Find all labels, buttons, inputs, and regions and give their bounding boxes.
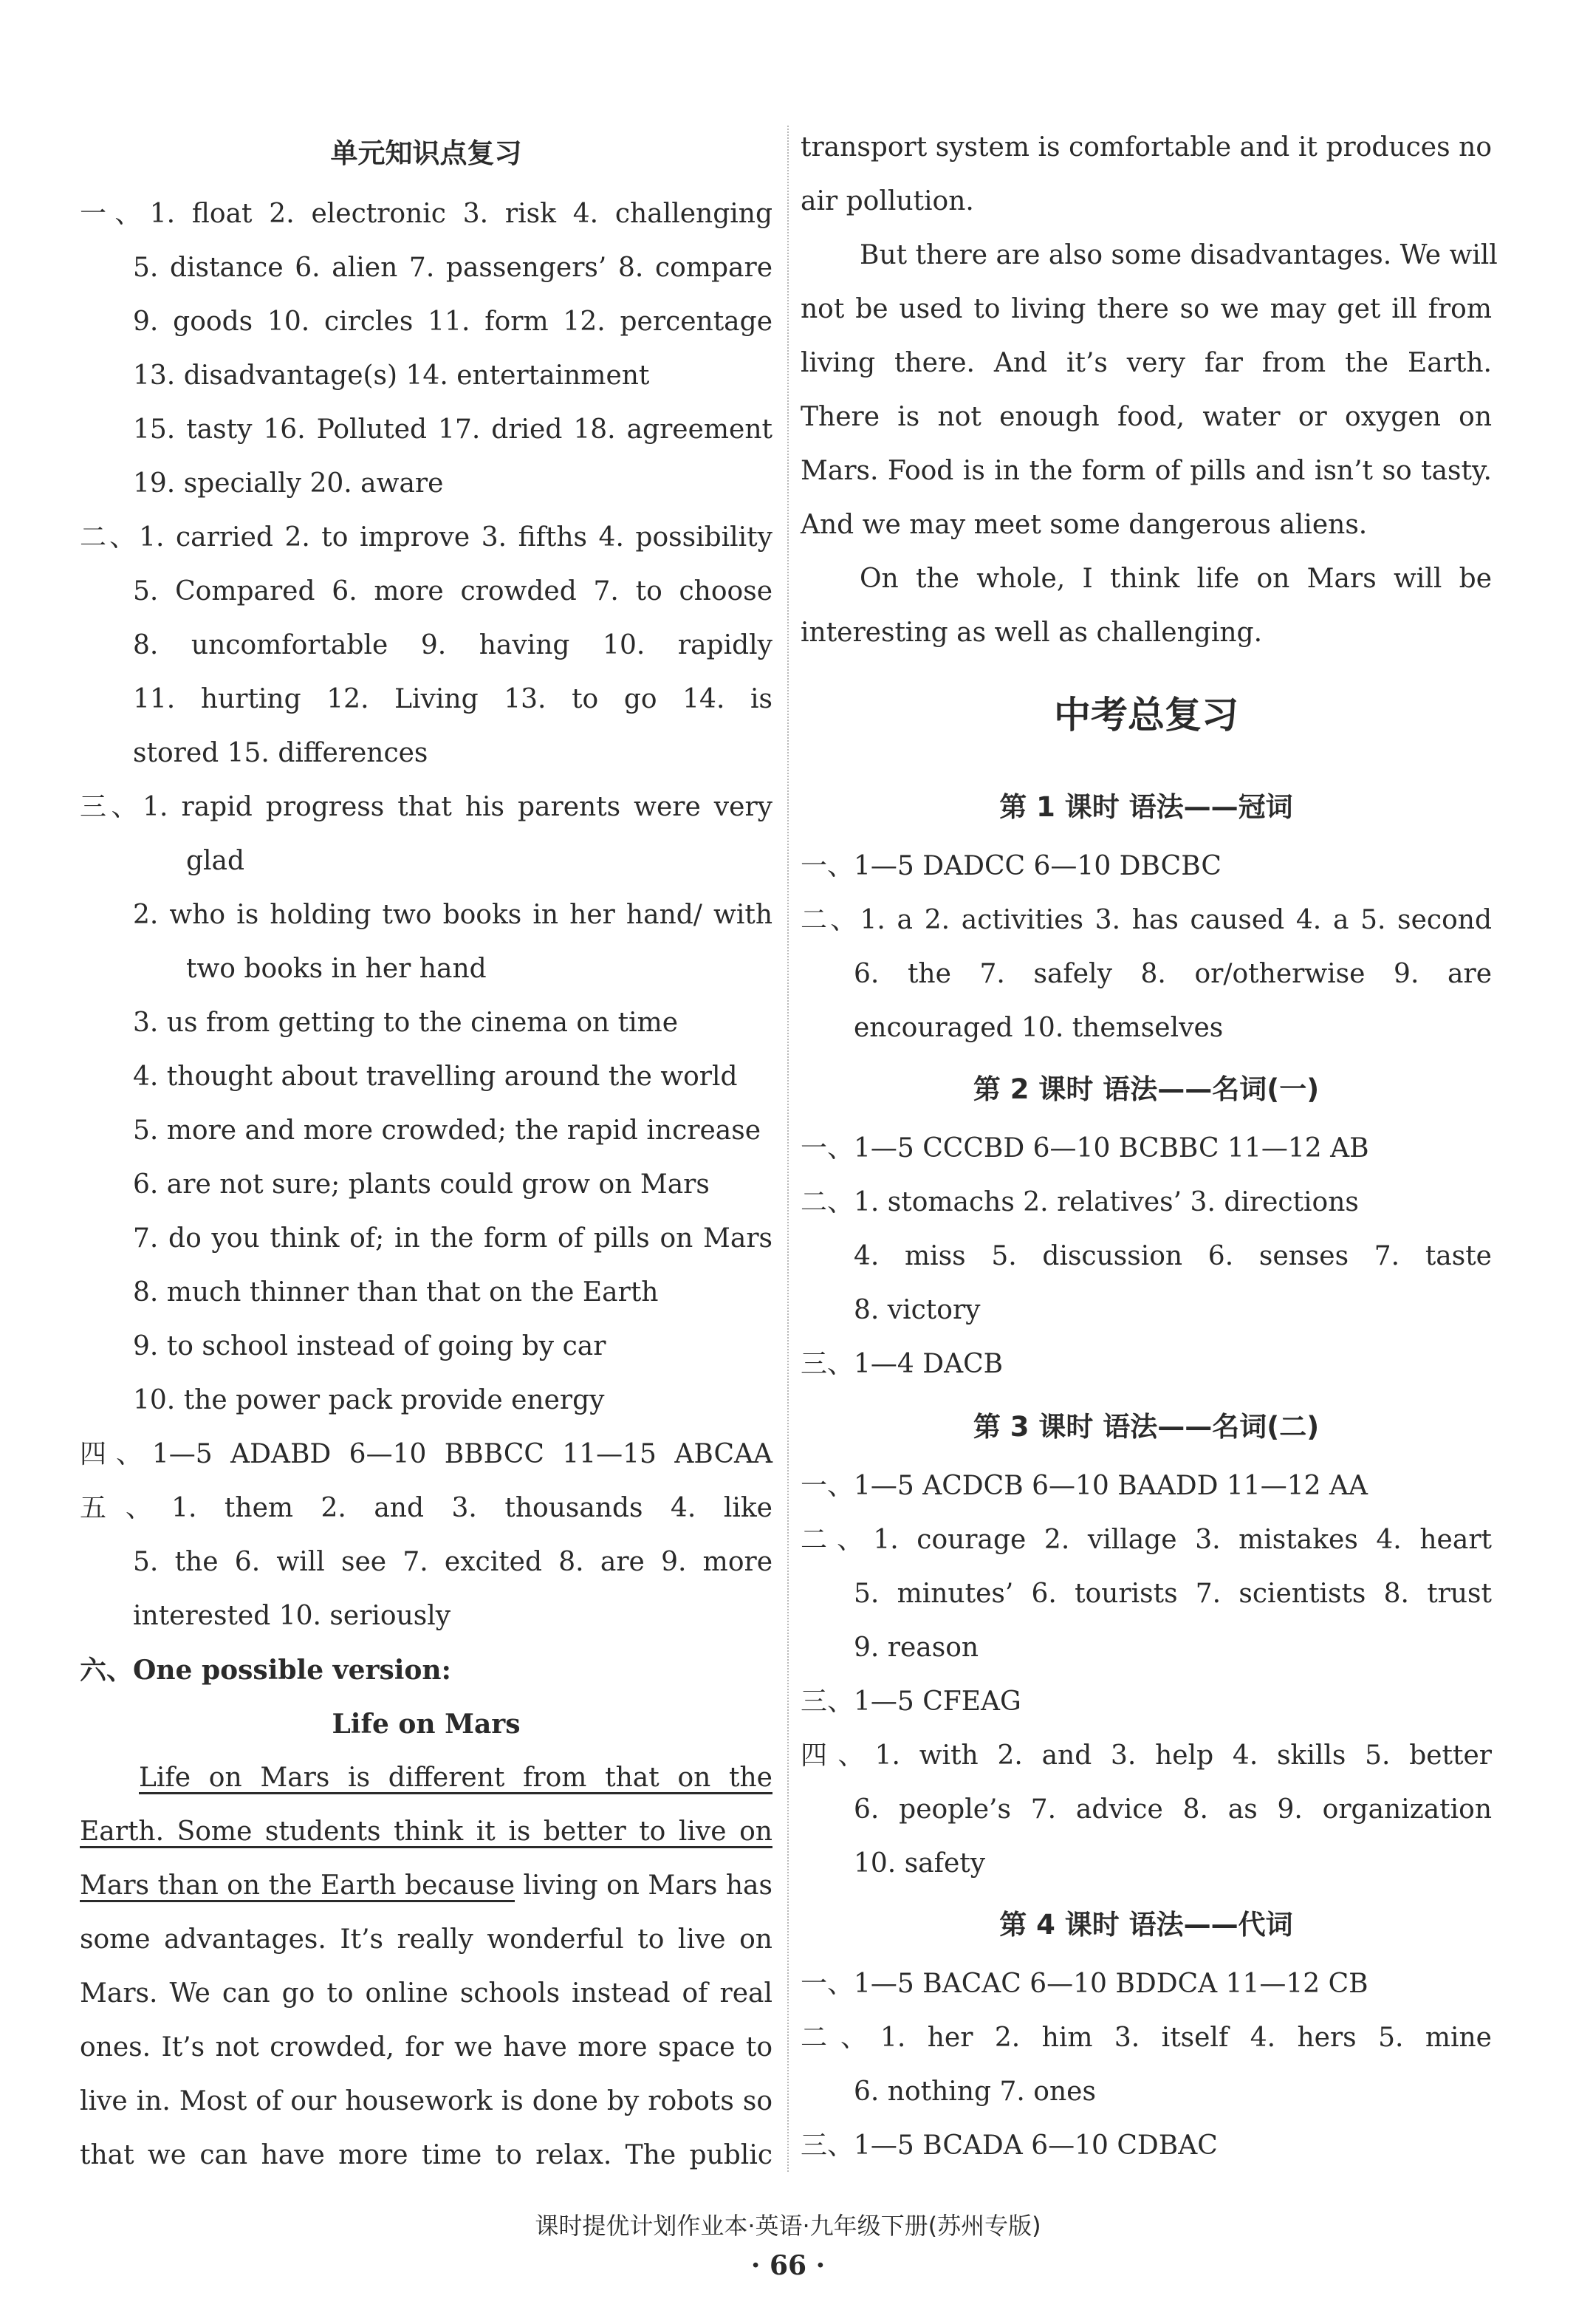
lesson-4-title: 第 4 课时 语法——代词	[999, 1909, 1293, 1941]
essay-line: Mars. We can go to online schools instead of real	[80, 1978, 772, 2009]
answer-line: 7. do you think of; in the form of pills on Mars	[133, 1223, 772, 1254]
answer-line: 三、1—5 BCADA 6—10 CDBAC	[801, 2130, 1218, 2161]
answer-line: 四、1—5 ADABD 6—10 BBBCC 11—15 ABCAA	[80, 1439, 772, 1469]
essay-line: But there are also some disadvantages. We will	[860, 240, 1498, 270]
lesson-3-title: 第 3 课时 语法——名词(二)	[973, 1411, 1320, 1443]
answer-line: 19. specially 20. aware	[133, 468, 444, 499]
essay-line: On the whole, I think life on Mars will be	[860, 564, 1492, 594]
answer-line: 四、1. with 2. and 3. help 4. skills 5. better	[801, 1740, 1492, 1771]
section-six-label: 六、One possible version:	[80, 1655, 451, 1686]
exam-review-title: 中考总复习	[1054, 694, 1238, 736]
answer-line: 6. the 7. safely 8. or/otherwise 9. are	[854, 959, 1492, 989]
answer-line: 3. us from getting to the cinema on time	[133, 1008, 679, 1038]
column-divider	[787, 126, 789, 2172]
page-number: · 66 ·	[750, 2250, 826, 2281]
answer-line: 9. to school instead of going by car	[133, 1331, 606, 1361]
answer-line: 二、1. stomachs 2. relatives’ 3. directions	[801, 1187, 1359, 1217]
answer-line: 三、1—4 DACB	[801, 1349, 1004, 1379]
essay-line: that we can have more time to relax. The public	[80, 2140, 772, 2170]
answer-line: 二、1. her 2. him 3. itself 4. hers 5. mine	[801, 2023, 1492, 2053]
essay-title: Life on Mars	[332, 1709, 521, 1740]
answer-line: 一、1—5 CCCBD 6—10 BCBBC 11—12 AB	[801, 1133, 1369, 1163]
essay-line: Mars. Food is in the form of pills and isn’t so tasty.	[801, 456, 1492, 486]
answer-line: 5. the 6. will see 7. excited 8. are 9. more	[133, 1547, 772, 1577]
lesson-2-title: 第 2 课时 语法——名词(一)	[973, 1073, 1320, 1105]
answer-line: 5. minutes’ 6. tourists 7. scientists 8. trust	[854, 1579, 1492, 1609]
underlined-text: Earth. Some students think it is better to live on	[80, 1817, 772, 1847]
answer-line: 二、1. carried 2. to improve 3. fifths 4. possibility	[80, 522, 772, 553]
essay-line	[80, 1751, 772, 1805]
essay-line: living there. And it’s very far from the Earth.	[801, 348, 1492, 378]
answer-line: encouraged 10. themselves	[854, 1013, 1224, 1043]
answer-line: 8. victory	[854, 1295, 981, 1325]
answer-line: 10. safety	[854, 1848, 986, 1879]
answer-line: 一、1—5 ACDCB 6—10 BAADD 11—12 AA	[801, 1471, 1368, 1501]
answer-line: 2. who is holding two books in her hand/ with	[133, 900, 772, 930]
answer-line: 一、1—5 DADCC 6—10 DBCBC	[801, 851, 1222, 881]
essay-line: transport system is comfortable and it produces no	[801, 132, 1492, 163]
underlined-text: Life on Mars is different from that on the	[139, 1763, 772, 1793]
answer-line: 4. thought about travelling around the world	[133, 1062, 738, 1092]
answer-line: 一、1—5 BACAC 6—10 BDDCA 11—12 CB	[801, 1969, 1368, 1999]
answer-line: 6. nothing 7. ones	[854, 2077, 1096, 2107]
essay-line: live in. Most of our housework is done by robots so	[80, 2086, 772, 2116]
answer-line: 二、1. courage 2. village 3. mistakes 4. heart	[801, 1525, 1492, 1555]
essay-line	[80, 1859, 772, 1913]
answer-line: 9. reason	[854, 1633, 979, 1663]
answer-line: 9. goods 10. circles 11. form 12. percentage	[133, 307, 772, 337]
essay-line	[80, 1805, 772, 1859]
answer-line: 10. the power pack provide energy	[133, 1385, 605, 1415]
answer-line: 8. uncomfortable 9. having 10. rapidly	[133, 630, 772, 660]
answer-line: 4. miss 5. discussion 6. senses 7. taste	[854, 1241, 1492, 1271]
answer-line: 五、1. them 2. and 3. thousands 4. like	[80, 1493, 772, 1523]
unit-review-title: 单元知识点复习	[330, 137, 522, 169]
lesson-1-title: 第 1 课时 语法——冠词	[999, 791, 1293, 823]
answer-line: 6. people’s 7. advice 8. as 9. organization	[854, 1794, 1492, 1825]
answer-line: 5. distance 6. alien 7. passengers’ 8. compare	[133, 253, 772, 283]
answer-line: 15. tasty 16. Polluted 17. dried 18. agreement	[133, 414, 772, 445]
answer-line: 一、1. float 2. electronic 3. risk 4. challenging	[80, 199, 773, 229]
essay-line: interesting as well as challenging.	[801, 618, 1263, 648]
essay-text: living on Mars has	[515, 1870, 772, 1901]
answer-line: 13. disadvantage(s) 14. entertainment	[133, 360, 650, 391]
answer-line: 三、1. rapid progress that his parents were very	[80, 792, 772, 822]
answer-line: 5. more and more crowded; the rapid increase	[133, 1115, 761, 1146]
answer-line: glad	[186, 846, 245, 876]
answer-line: interested 10. seriously	[133, 1601, 451, 1631]
answer-line: 5. Compared 6. more crowded 7. to choose	[133, 576, 772, 606]
answer-line: 11. hurting 12. Living 13. to go 14. is	[133, 684, 772, 714]
answer-line: 8. much thinner than that on the Earth	[133, 1277, 659, 1308]
answer-line: 三、1—5 CFEAG	[801, 1686, 1021, 1717]
answer-line: two books in her hand	[186, 954, 487, 984]
essay-line: some advantages. It’s really wonderful to live on	[80, 1924, 772, 1955]
book-title-footer: 课时提优计划作业本·英语·九年级下册(苏州专版)	[535, 2212, 1041, 2240]
essay-line: There is not enough food, water or oxygen on	[801, 402, 1492, 432]
essay-line: And we may meet some dangerous aliens.	[801, 510, 1368, 540]
essay-line: air pollution.	[801, 186, 974, 216]
answer-line: 二、1. a 2. activities 3. has caused 4. a 5. second	[801, 905, 1492, 935]
answer-line: 6. are not sure; plants could grow on Mars	[133, 1169, 710, 1200]
underlined-text: Mars than on the Earth because	[80, 1870, 515, 1901]
answer-line: stored 15. differences	[133, 738, 428, 768]
essay-line: ones. It’s not crowded, for we have more space to	[80, 2032, 772, 2062]
essay-line: not be used to living there so we may get ill from	[801, 294, 1492, 324]
